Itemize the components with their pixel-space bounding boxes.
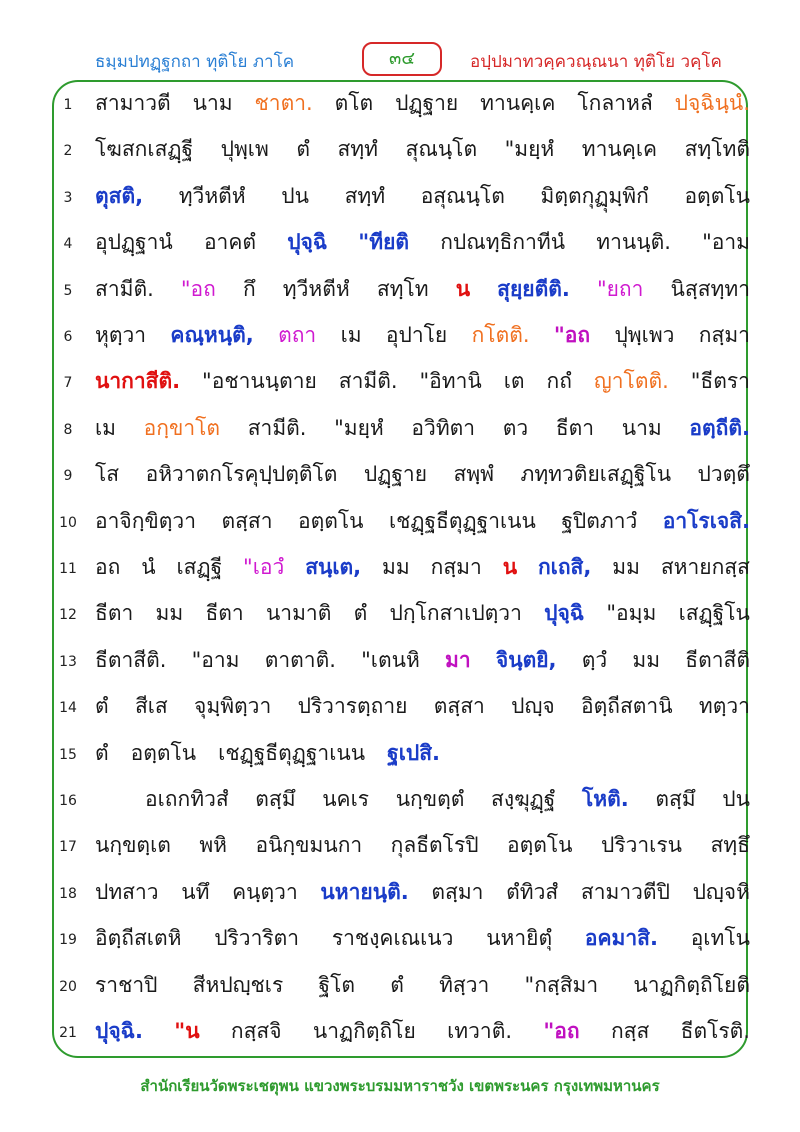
word: "อถ [553, 323, 591, 347]
word: "เตนหิ [361, 647, 420, 672]
line-number: 6 [63, 329, 73, 345]
word: อคมาสิ. [584, 926, 658, 951]
word: ราชาปิ [95, 972, 158, 997]
line-text [95, 874, 750, 910]
word: ฐปิตภาวํ [561, 508, 638, 533]
word: ตํทิวสํ [506, 879, 559, 904]
word: "อถ [543, 1019, 580, 1043]
book-title: ธมฺมปทฏฺฐกถา ทุติโย ภาโค [95, 52, 295, 72]
text-line [0, 220, 800, 266]
word: ปุพฺเพ [220, 137, 269, 162]
word: มม [612, 555, 640, 579]
word: อตฺตโน [130, 740, 197, 765]
text-line [0, 359, 800, 405]
line-number: 14 [59, 700, 77, 717]
line-number: 2 [63, 143, 73, 160]
word: คนฺตฺวา [232, 879, 298, 904]
word: ธีตา [205, 601, 244, 626]
word: สีหปญฺชเร [192, 972, 284, 997]
word: ตสฺสา [221, 508, 273, 533]
word: ปฏฺฐาย [363, 462, 428, 487]
word: "อชานนฺตาย [202, 369, 317, 394]
word: "อาม [702, 230, 750, 255]
word: อตฺถีติ. [689, 415, 750, 440]
line-number: 19 [59, 932, 77, 949]
word: สุณนฺโต [405, 137, 478, 162]
word: อสุณนฺโต [420, 183, 505, 208]
line-text [95, 688, 750, 724]
word: ภทฺทวติยเสฏฺฐิโน [520, 462, 672, 487]
word: ทานคฺเค [480, 91, 556, 115]
line-number: 11 [59, 561, 77, 577]
word: มา [445, 647, 471, 672]
word: โหติ. [581, 787, 629, 811]
word: ปญฺจ [511, 694, 555, 719]
word: ทานคฺเค [581, 137, 658, 162]
word: จุมฺพิตฺวา [194, 694, 272, 719]
line-number: 16 [59, 793, 77, 809]
word: ญาโตติ. [593, 369, 669, 394]
line-text [95, 827, 750, 863]
word: ปริวารตฺถาย [297, 694, 408, 719]
word: อหิวาตกโรคุปฺปตฺติโต [145, 462, 338, 487]
word: ตฺวํ [581, 647, 608, 672]
line-text [95, 410, 750, 446]
word: นากาสีติ. [95, 369, 181, 394]
word: ปน [281, 183, 309, 208]
word: เม [95, 415, 117, 440]
word: นาม [192, 91, 233, 115]
word: มม [382, 555, 410, 579]
word: น [502, 555, 518, 579]
line-number: 18 [59, 885, 77, 902]
word: จินฺตยิ, [495, 647, 557, 672]
text-line [0, 545, 800, 591]
word: "กสฺสิมา [524, 972, 599, 997]
word: นหายิตุํ [486, 926, 553, 951]
line-text [95, 549, 750, 585]
page-header [0, 40, 800, 80]
word: กเถสิ, [537, 555, 592, 579]
text-line [0, 127, 800, 173]
word: ทฺวีหตีหํ [178, 183, 246, 208]
line-text [95, 317, 750, 353]
word: "อิทานิ [419, 369, 482, 394]
word: "มยฺหํ [334, 415, 384, 440]
word: นหายนฺติ. [320, 879, 409, 904]
text-line [0, 591, 800, 637]
text-line [0, 684, 800, 730]
word: สามีติ. [95, 276, 154, 301]
line-number: 17 [59, 839, 77, 856]
word: ปจฺฉินฺนํ. [674, 91, 750, 115]
word: ชาตา. [254, 91, 313, 115]
word: ฐเปสิ. [387, 740, 441, 765]
word: ธีตาสีติ. [95, 647, 167, 672]
word: นาฏกิตฺถิโย [312, 1019, 416, 1043]
word: อุเทโน [690, 926, 750, 951]
word: ทานนฺติ. [596, 230, 671, 255]
word: สีเส [134, 694, 168, 719]
text-line [0, 870, 800, 916]
line-text [95, 271, 750, 307]
word: พหิ [199, 833, 228, 858]
word: เชฏฺฐธีตุฏฺฐาเนน [218, 740, 366, 765]
line-text [95, 85, 750, 121]
line-number: 4 [63, 236, 73, 253]
word: หุตฺวา [95, 323, 147, 347]
page-number: ๓๔ [362, 42, 442, 76]
word: อถ [95, 555, 121, 579]
word: "อาม [191, 647, 240, 672]
line-number: 20 [59, 978, 77, 995]
line-number: 12 [59, 607, 77, 624]
word: สทฺทํ [337, 137, 378, 162]
word: สามีติ. [338, 369, 398, 394]
word: "อถ [180, 276, 216, 301]
word: ธีตา [95, 601, 134, 626]
line-number: 9 [63, 468, 73, 485]
word: กปณทฺธิกาทีนํ [440, 230, 566, 255]
word: ตํ [390, 972, 404, 997]
word: อาจิกฺขิตฺวา [95, 508, 197, 533]
line-number: 15 [59, 746, 77, 763]
word: ทตฺวา [698, 694, 750, 719]
text-line [0, 731, 800, 777]
word: นกฺขตฺตํ [395, 787, 465, 811]
word: ฐิโต [318, 972, 355, 997]
line-text [95, 178, 750, 214]
word: สนฺเต, [305, 555, 362, 579]
word: ตุสติ, [95, 183, 144, 208]
word: ตสฺมา [431, 879, 484, 904]
word: ตาตาติ. [264, 647, 336, 672]
word: อุปฏฺฐานํ [95, 230, 173, 255]
line-text [95, 967, 750, 1003]
word: สพฺพํ [453, 462, 495, 487]
line-text [95, 224, 750, 260]
word: ตํ [95, 740, 109, 765]
word: "น [174, 1019, 200, 1043]
word: มิตฺตกุฏุมฺพิกํ [540, 183, 649, 208]
line-text [95, 642, 750, 678]
line-number: 1 [63, 97, 73, 113]
word: ปุจฺฉิ [287, 230, 328, 255]
word: อิตฺถีสตานิ [580, 694, 673, 719]
word: ปวตฺตึ [697, 462, 750, 487]
text-line [0, 777, 800, 823]
word: "ยถา [596, 276, 644, 301]
word: กสฺส [610, 1019, 650, 1043]
word: สงฺฆุฏฺฐํ [491, 787, 556, 811]
word: กสฺสจิ [230, 1019, 282, 1043]
word: ตํ [296, 137, 310, 162]
word: สทฺโทติ [684, 137, 750, 162]
word: "เอวํ [243, 555, 285, 579]
line-text [95, 131, 750, 167]
word: กถํ [546, 369, 572, 394]
page-footer: สำนักเรียนวัดพระเชตุพน แขวงพระบรมมหาราชวัง เขตพระนคร กรุงเทพมหานคร [140, 1077, 660, 1095]
word: ปฏฺฐาย [395, 91, 459, 115]
word: นคเร [322, 787, 370, 811]
word: โส [95, 462, 120, 487]
word: กสฺมา [430, 555, 482, 579]
word: อตฺตโน [684, 183, 750, 208]
word: ตํ [95, 694, 109, 719]
word: คณฺหนฺติ, [170, 323, 254, 347]
word: ปน [722, 787, 750, 811]
line-number: 7 [63, 375, 73, 392]
word: ตถา [278, 323, 317, 347]
word: ปริวาเรน [600, 833, 682, 858]
word: ปทสาว [95, 879, 159, 904]
text-line [0, 406, 800, 452]
word: เม [340, 323, 362, 347]
word: เชฏฺฐธีตุฏฺฐาเนน [388, 508, 536, 533]
word: ปกฺโกสาเปตฺวา [389, 601, 522, 626]
line-number: 10 [59, 514, 77, 531]
line-text [95, 781, 750, 817]
word: กุลธีตโรปิ [390, 833, 479, 858]
word: อวิทิตา [411, 415, 476, 440]
word: อตฺตโน [297, 508, 364, 533]
word: ตโต [334, 91, 374, 115]
word: อนิกฺขมนกา [255, 833, 363, 858]
word: มม [155, 601, 184, 626]
word: สทฺทํ [344, 183, 386, 208]
text-line [0, 81, 800, 127]
line-text [95, 595, 750, 631]
line-text [95, 363, 750, 399]
word: "ธีตรา [690, 369, 750, 394]
word: อกฺขาโต [143, 415, 221, 440]
line-text [95, 735, 750, 771]
word: ตว [502, 415, 529, 440]
word: ตสฺมึ [655, 787, 696, 811]
word: เทวาติ. [447, 1019, 513, 1043]
word: สามาวตี [95, 91, 171, 115]
word: ธีตา [555, 415, 595, 440]
text-line [0, 963, 800, 1009]
word: สทฺโท [376, 276, 429, 301]
line-number: 5 [63, 282, 73, 299]
line-text [95, 456, 750, 492]
word: อาโรเจสิ. [662, 508, 750, 533]
line-number: 3 [63, 189, 73, 206]
text-line [0, 174, 800, 220]
text-line [0, 267, 800, 313]
word: โกลาหลํ [577, 91, 653, 115]
word: ปุจฺฉิ [544, 601, 585, 626]
word: ปญฺจหิ [692, 879, 750, 904]
word: โฆสกเสฏฺฐี [95, 137, 194, 162]
word: ธีตโรติ. [680, 1019, 750, 1043]
chapter-title: อปฺปมาทวคฺควณฺณนา ทุติโย วคฺโค [470, 52, 722, 72]
word: สหายกสฺส [660, 555, 750, 579]
text-line [0, 313, 800, 359]
word: สามีติ. [247, 415, 307, 440]
text-line [0, 499, 800, 545]
word: น [455, 276, 471, 301]
word: เต [503, 369, 525, 394]
word: กสฺมา [698, 323, 750, 347]
text-line [0, 638, 800, 684]
line-text [95, 503, 750, 539]
word: นาฏกิตฺถิโยติ [633, 972, 750, 997]
word: นามาติ [265, 601, 332, 626]
word: อุปาโย [385, 323, 448, 347]
word: กโตติ. [471, 323, 530, 347]
word: ธีตาสีติ [685, 647, 750, 672]
word: ทฺวีหตีหํ [282, 276, 350, 301]
word: ปุจฺฉิ. [95, 1019, 143, 1043]
word: อาคตํ [203, 230, 257, 255]
word: ตสฺมึ [255, 787, 296, 811]
word: อตฺตโน [507, 833, 573, 858]
word: ราชงฺคเณเนว [331, 926, 454, 951]
word: สามาวตีปิ [580, 879, 670, 904]
word: อิตฺถีสเตหิ [95, 926, 182, 951]
text-line [0, 452, 800, 498]
line-text [95, 1013, 750, 1049]
word: ตํ [353, 601, 368, 626]
word: อเถกทิวสํ [145, 787, 229, 811]
word: นทึ [181, 879, 210, 904]
word: ทิสฺวา [439, 972, 490, 997]
line-text [95, 920, 750, 956]
word: มม [632, 647, 661, 672]
word: ปุพฺเพว [614, 323, 675, 347]
word: สทฺธึ [710, 833, 750, 858]
word: "ทียติ [358, 230, 410, 255]
word: ปริวาริตา [214, 926, 300, 951]
word: กึ [242, 276, 256, 301]
line-number: 8 [63, 421, 73, 438]
word: "มยฺหํ [504, 137, 555, 162]
word: สุยฺยตีติ. [497, 276, 570, 301]
text-line [0, 916, 800, 962]
word: นาม [621, 415, 662, 440]
word: นิสฺสทฺทา [670, 276, 750, 301]
text-line [0, 823, 800, 869]
line-number: 21 [59, 1025, 77, 1041]
line-number: 13 [59, 653, 77, 670]
word: เสฏฺฐี [176, 555, 223, 579]
word: นกฺขตฺเต [95, 833, 171, 858]
word: เสฏฺฐิโน [678, 601, 750, 626]
word: ตสฺสา [433, 694, 485, 719]
text-line [0, 1009, 800, 1055]
word: "อมฺม [606, 601, 657, 626]
word: นํ [141, 555, 156, 579]
